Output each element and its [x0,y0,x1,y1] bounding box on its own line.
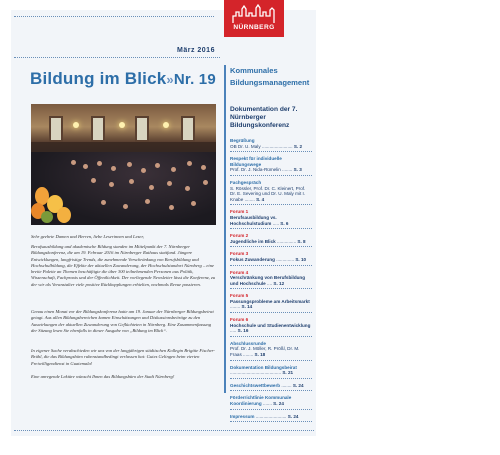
toc-entry[interactable]: Geschichtswettbewerb ........ S. 24 [230,383,312,392]
closing: Eine anregende Lektüre wünscht Ihnen das Bildungsbüro der Stadt Nürnberg! [31,374,175,379]
toc-entry[interactable]: Forum 3 Fokus Zuwanderung .............. S. 10 [230,251,312,265]
title-main: Bildung im Blick [30,69,167,88]
toc-entry[interactable]: Förderrichtlinie Kommunale Koordinierung ....... S. 24 [230,395,312,409]
hall-window [49,116,63,142]
toc-entry[interactable]: Forum 2 Jugendliche im Blick ............... S. 8 [230,233,312,247]
greeting: Sehr geehrte Damen und Herren, liebe Leserinnen und Leser, [31,234,144,239]
paragraph-2: Genau einen Monat vor der Bildungskonferenz hatte am 19. Januar der Nürnberger Bildungsbeirat getagt. Aus allen Bildungsbereichen kamen Einschätzungen und Diskussionsbeiträge zu den Auswirkungen der aktuellen Zuwanderung von Geflüchteten in Nürnberg. Eine Zusammenfassung der Sitzung lesen Sie ebenfalls in dieser Ausgabe von „Bildung im Blick“. [31,309,214,333]
toc-entry[interactable]: Respekt für individuelle Bildungswege Prof. Dr. J. Nida-Rümelin ........ S. 3 [230,156,312,176]
table-of-contents [230,106,312,426]
department-line1: Kommunales [230,66,278,75]
toc-title: Dokumentation der 7. Nürnberger Bildungskonferenz [230,106,298,129]
department-line2: Bildungsmanagement [230,78,310,87]
toc-entry[interactable]: Impressum ........................ S. 24 [230,414,312,423]
toc-entry[interactable]: Begrüßung OB Dr. U. Maly ........................ S. 2 [230,138,312,152]
toc-entry[interactable]: Fachgespräch S. Rössler, Prof. Dr. C. Kleinert, Prof. Dr. E. Severing und Dr. U. Maly mit I. Knabe ........ S. 4 [230,180,312,205]
castle-skyline-icon [232,4,276,24]
sidebar-rule [224,65,226,393]
hall-window [135,116,149,142]
top-rule [14,16,214,17]
toc-entry[interactable]: Dokumentation Bildungsbeirat ........................................ S. 21 [230,365,312,379]
hall-window [91,116,105,142]
toc-entry[interactable]: Forum 4 Verschränkung von Berufsbildung und Hochschule .... S. 12 [230,270,312,290]
issue-number: Nr. 19 [173,71,216,88]
issue-date: März 2016 [177,47,215,54]
chandelier [163,122,169,128]
title-separator: » [166,72,174,87]
toc-entry[interactable]: Abschlussrunde Prof. Dr. J. Möller, R. Prößl, Dr. M. Fraas ........ S. 18 [230,341,312,361]
city-logo [224,0,284,37]
conference-photo [31,104,216,225]
toc-entry[interactable]: Forum 1 Berufsausbildung vs. Hochschulstudium ..... S. 6 [230,209,312,229]
toc-entry[interactable]: Forum 5 Passungsprobleme am Arbeitsmarkt ........ S. 14 [230,293,312,313]
department-title [230,65,309,89]
chandelier [119,122,125,128]
paragraph-1: Berufsausbildung und akademische Bildung standen im Mittelpunkt der 7. Nürnberger Bildungskonferenz, die am 19. Februar 2016 im Nürnberger Rathaus stattfand. Jüngere Entwicklungen, langfristige Trends, die zunehmende Verschränkung von Berufsbildung und Hochschulbildung, die Effekte der aktuellen Zuwanderung, der Hochschulstandort Nürnberg – eine breite Palette an Themen beschäftigte die über 300 teilnehmenden Personen aus Politik, Wissenschaft, Fachpraxis und der Öffentlichkeit. Der vorliegende Newsletter lässt die Konferenz, zu der wir als Veranstalter viele positive Rückkopplungen erhielten, nochmals Revue passieren. [31,244,216,287]
bottom-rule [14,430,314,431]
toc-entry[interactable]: Forum 6 Hochschule und Studienentwicklung ..... S. 16 [230,317,312,337]
city-name: NÜRNBERG [233,24,275,31]
newsletter-title [30,69,216,89]
hall-window [181,116,195,142]
chandelier [73,122,79,128]
paragraph-3: In eigener Sache verabschieden wir uns von der langjährigen städtischen Kollegin Brigitte Fischer-Brühl, die das Bildungsbüro rubenstandbedingt verlassen hat: Gutes Gelingen beim vierten Freiwilligendienst in Guatemala! [31,348,215,366]
date-rule [14,57,220,58]
tulips [31,181,77,225]
